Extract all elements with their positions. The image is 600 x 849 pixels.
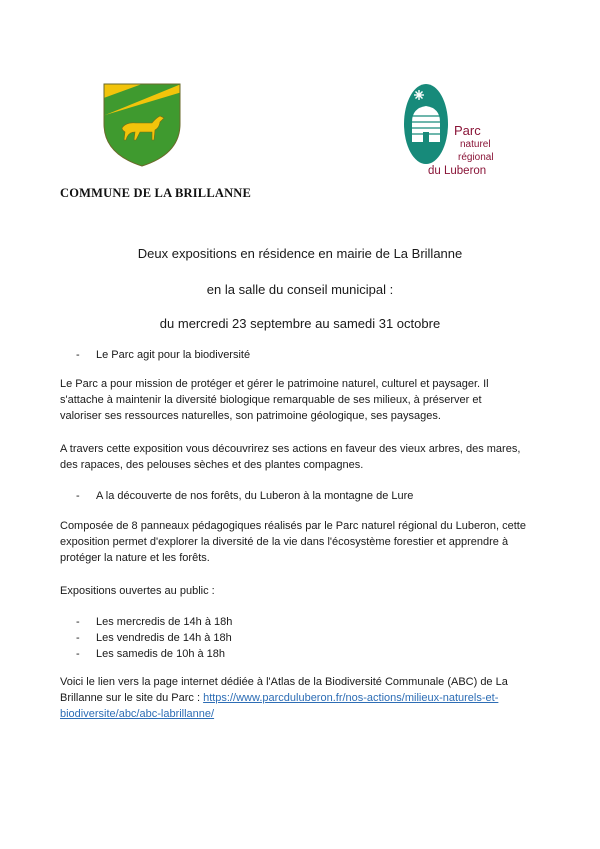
bullet-dash: - <box>76 648 80 660</box>
paragraph-line: des rapaces, des pelouses sèches et des plantes compagnes. <box>60 459 364 471</box>
paragraph-line: protéger la nature et les forêts. <box>60 552 210 564</box>
list-item: - Les mercredis de 14h à 18h <box>76 616 233 628</box>
parc-oval-icon <box>402 82 450 166</box>
section1-bullet <box>76 349 250 361</box>
parc-logo-line3: régional <box>458 152 494 163</box>
parc-logo-line1: Parc <box>454 123 481 138</box>
paragraph-line: Composée de 8 panneaux pédagogiques réalisés par le Parc naturel régional du Luberon, cette <box>60 520 526 532</box>
paragraph-line <box>60 706 540 722</box>
coat-of-arms-logo <box>102 82 182 168</box>
section2-bullet <box>76 490 413 502</box>
title-line-1: Deux expositions en résidence en mairie de La Brillanne <box>137 246 463 261</box>
hours-intro: Expositions ouvertes au public : <box>60 585 215 597</box>
section1-paragraph-2 <box>60 441 540 473</box>
paragraph-line: A travers cette exposition vous découvrirez ses actions en faveur des vieux arbres, des mares, <box>60 443 521 455</box>
section2-paragraph <box>60 518 540 566</box>
bullet-dash: - <box>76 616 80 628</box>
paragraph-line: Voici le lien vers la page internet dédiée à l'Atlas de la Biodiversité Communale (ABC) de La <box>60 676 508 688</box>
closing-paragraph <box>60 674 540 722</box>
section2-bullet-text: A la découverte de nos forêts, du Luberon à la montagne de Lure <box>96 490 414 502</box>
list-item: - Les samedis de 10h à 18h <box>76 648 226 660</box>
title-line-2: en la salle du conseil municipal : <box>206 282 394 297</box>
paragraph-line: Brillanne sur le site du Parc : https://www.parcduluberon.fr/nos-actions/milieux-naturels-et- <box>60 692 499 704</box>
commune-name: COMMUNE DE LA BRILLANNE <box>60 186 252 200</box>
parc-logo-line2: naturel <box>460 139 491 150</box>
title-line-3: du mercredi 23 septembre au samedi 31 octobre <box>159 316 441 331</box>
abc-link-continued[interactable]: biodiversite/abc/abc-labrillanne/ <box>60 708 215 720</box>
hours-list <box>76 614 232 662</box>
bullet-dash: - <box>76 632 80 644</box>
bullet-dash: - <box>76 490 80 502</box>
section1-bullet-text: Le Parc agit pour la biodiversité <box>96 349 251 361</box>
list-item: - Les vendredis de 14h à 18h <box>76 632 232 644</box>
paragraph-line: s'attache à maintenir la diversité biologique remarquable de ses milieux, à préserver et <box>60 394 482 406</box>
section1-paragraph-1 <box>60 376 540 424</box>
abc-link[interactable]: https://www.parcduluberon.fr/nos-actions/milieux-naturels-et- <box>203 692 499 704</box>
star-icon <box>414 90 424 100</box>
paragraph-line: Le Parc a pour mission de protéger et gérer le patrimoine naturel, culturel et paysager. Il <box>60 378 489 390</box>
parc-luberon-logo <box>402 82 502 182</box>
paragraph-line: exposition permet d'explorer la diversité de la vie dans l'écosystème forestier et apprendre à <box>60 536 509 548</box>
parc-logo-line4: du Luberon <box>428 165 487 177</box>
bullet-dash: - <box>76 349 80 361</box>
paragraph-line: valoriser ses ressources naturelles, son patrimoine géologique, ses paysages. <box>60 410 441 422</box>
